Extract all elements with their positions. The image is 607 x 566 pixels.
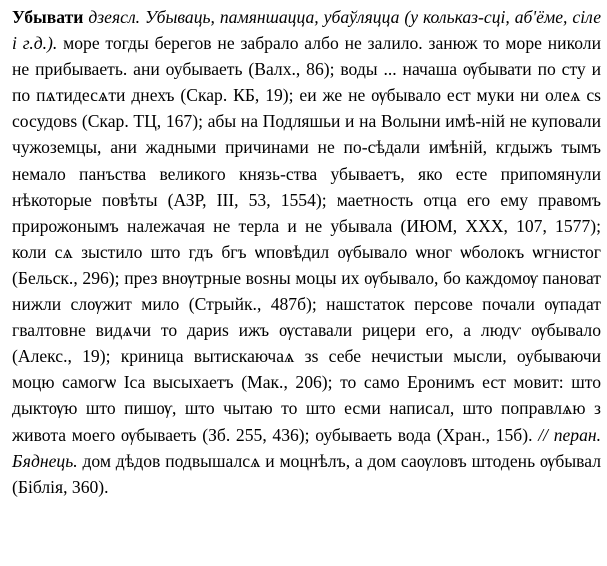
part-of-speech: дзеясл.	[88, 7, 141, 27]
dictionary-entry	[12, 4, 601, 500]
sense-separator: //	[538, 424, 548, 445]
figurative-citation: дом дѣдов подвышалсѧ и моцнѣлъ, а дом саѹловъ штодень ѹбывал (Біблія, 360).	[12, 450, 601, 497]
definition: Убываць, памяншацца, убаўляцца (у кольказ-сці, аб'ёме, сіле і г.д.).	[12, 7, 602, 54]
headword: Убывати	[12, 7, 84, 27]
citations: море тогды берегов не забрало албо не залило. занюж то море николи не прибываеть. ани оубываеть (Валх., 86); воды ... начаша ѹбывати по сту и по пѧтидесѧти днехъ (Скар. КБ, 19); еи же не ѹбывало ест муки ни олеѧ сs сосудовs (Скар. ТЦ, 167); абы на Подляшьи и на Волыни имѣ-ній не куповали чужоземцы, ани жадными причинами не по-сѣдали имѣній, кгдыжъ тымъ немало панъства великого князь-ства убываетъ, яко есте припомянули нѣкоторые повѣты (АЗР, III, 53, 1554); маетность отца его ему правомъ прирожонымъ належачая не терла и не убывала (ИЮМ, XXX, 107, 1577); коли сѧ зыстило што гдъ бгъ ѡповѣдил ѹбывало ѡног ѡболокъ ѡгнистог (Бельск., 296); през внѹтрные воsны моцы их ѹбывало, бо каждомѹ пановат нижли слѹжит мило (Стрыйк., 487б); нашстаток персове почали ѹпадат гвалтовне видѧчи то дариs ижъ ѹставали рицери его, а людѵ ѹбывало (Алекс., 19); криница вытискаючаѧ зs себе нечистыи мысли, оубываючи моцю самогѡ Іса высыхаетъ (Мак., 206); то само Еронимъ ест мовит: што дыктѹю што пишѹ, што чытаю то што есми написал, што поправлѧю з живота моего ѹбываеть (Зб. 255, 436); оубываеть вода (Хран., 15б).	[12, 33, 601, 445]
figurative-sense-label: перан. Бяднець.	[12, 424, 602, 471]
